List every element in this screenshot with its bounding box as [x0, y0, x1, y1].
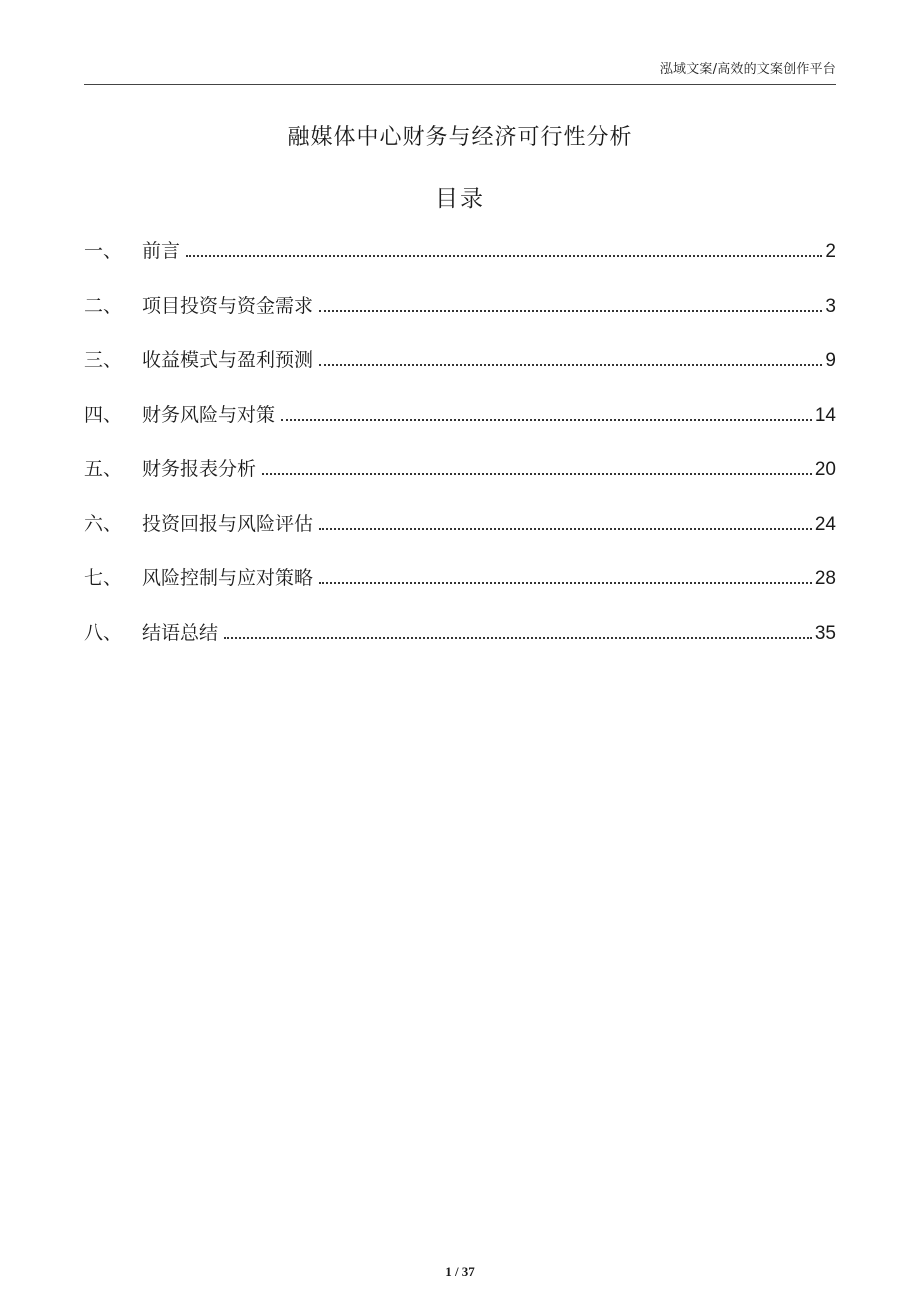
- toc-entry-title: 风险控制与应对策略: [142, 567, 314, 589]
- toc-entry-title: 项目投资与资金需求: [142, 294, 314, 317]
- toc-entry-page: 3: [825, 295, 836, 317]
- header-text: 泓域文案/高效的文案创作平台: [659, 62, 836, 77]
- toc-entry[interactable]: [84, 236, 836, 266]
- toc-entry-title: 收益模式与盈利预测: [142, 349, 314, 371]
- toc-entry[interactable]: [84, 618, 836, 648]
- toc-entry[interactable]: [84, 345, 836, 375]
- toc-entry[interactable]: [84, 454, 836, 484]
- toc-entry-page: 2: [825, 241, 836, 262]
- toc-entry-number: 二、: [84, 294, 123, 317]
- toc-dot-leader: [319, 310, 822, 312]
- toc-entry-number: 八、: [84, 621, 123, 644]
- toc-entry-page: 20: [814, 459, 836, 480]
- toc-entry-page: 35: [814, 622, 836, 644]
- page-number: 1 / 37: [445, 1264, 475, 1279]
- toc-entry-title: 财务风险与对策: [142, 403, 276, 426]
- toc-entry-title: 财务报表分析: [142, 458, 257, 480]
- toc-entry-number: 五、: [84, 458, 123, 480]
- toc-entry-title: 结语总结: [142, 621, 219, 644]
- toc-entry-number: 四、: [84, 403, 123, 426]
- toc-entry-page: 14: [814, 404, 836, 426]
- toc-dot-leader: [224, 637, 812, 639]
- toc-entry[interactable]: [84, 400, 836, 430]
- toc-entry-page: 24: [814, 513, 836, 535]
- toc-entry-page: 28: [814, 568, 836, 589]
- toc-entry[interactable]: [84, 509, 836, 539]
- toc-dot-leader: [319, 528, 812, 530]
- toc-entry-title: 投资回报与风险评估: [142, 512, 314, 535]
- toc-heading: 目录: [435, 186, 485, 212]
- table-of-contents: [84, 236, 836, 672]
- toc-entry[interactable]: [84, 291, 836, 321]
- toc-entry-number: 一、: [84, 240, 123, 262]
- toc-entry[interactable]: [84, 563, 836, 593]
- document-title: 融媒体中心财务与经济可行性分析: [287, 125, 633, 150]
- toc-dot-leader: [186, 255, 822, 257]
- toc-entry-number: 六、: [84, 512, 123, 535]
- toc-dot-leader: [262, 473, 812, 475]
- toc-entry-title: 前言: [142, 240, 181, 262]
- toc-dot-leader: [281, 419, 812, 421]
- toc-dot-leader: [319, 582, 812, 584]
- header-divider: [84, 84, 836, 85]
- toc-entry-number: 七、: [84, 567, 123, 589]
- toc-entry-number: 三、: [84, 349, 123, 371]
- toc-entry-page: 9: [825, 350, 836, 371]
- toc-dot-leader: [319, 364, 822, 366]
